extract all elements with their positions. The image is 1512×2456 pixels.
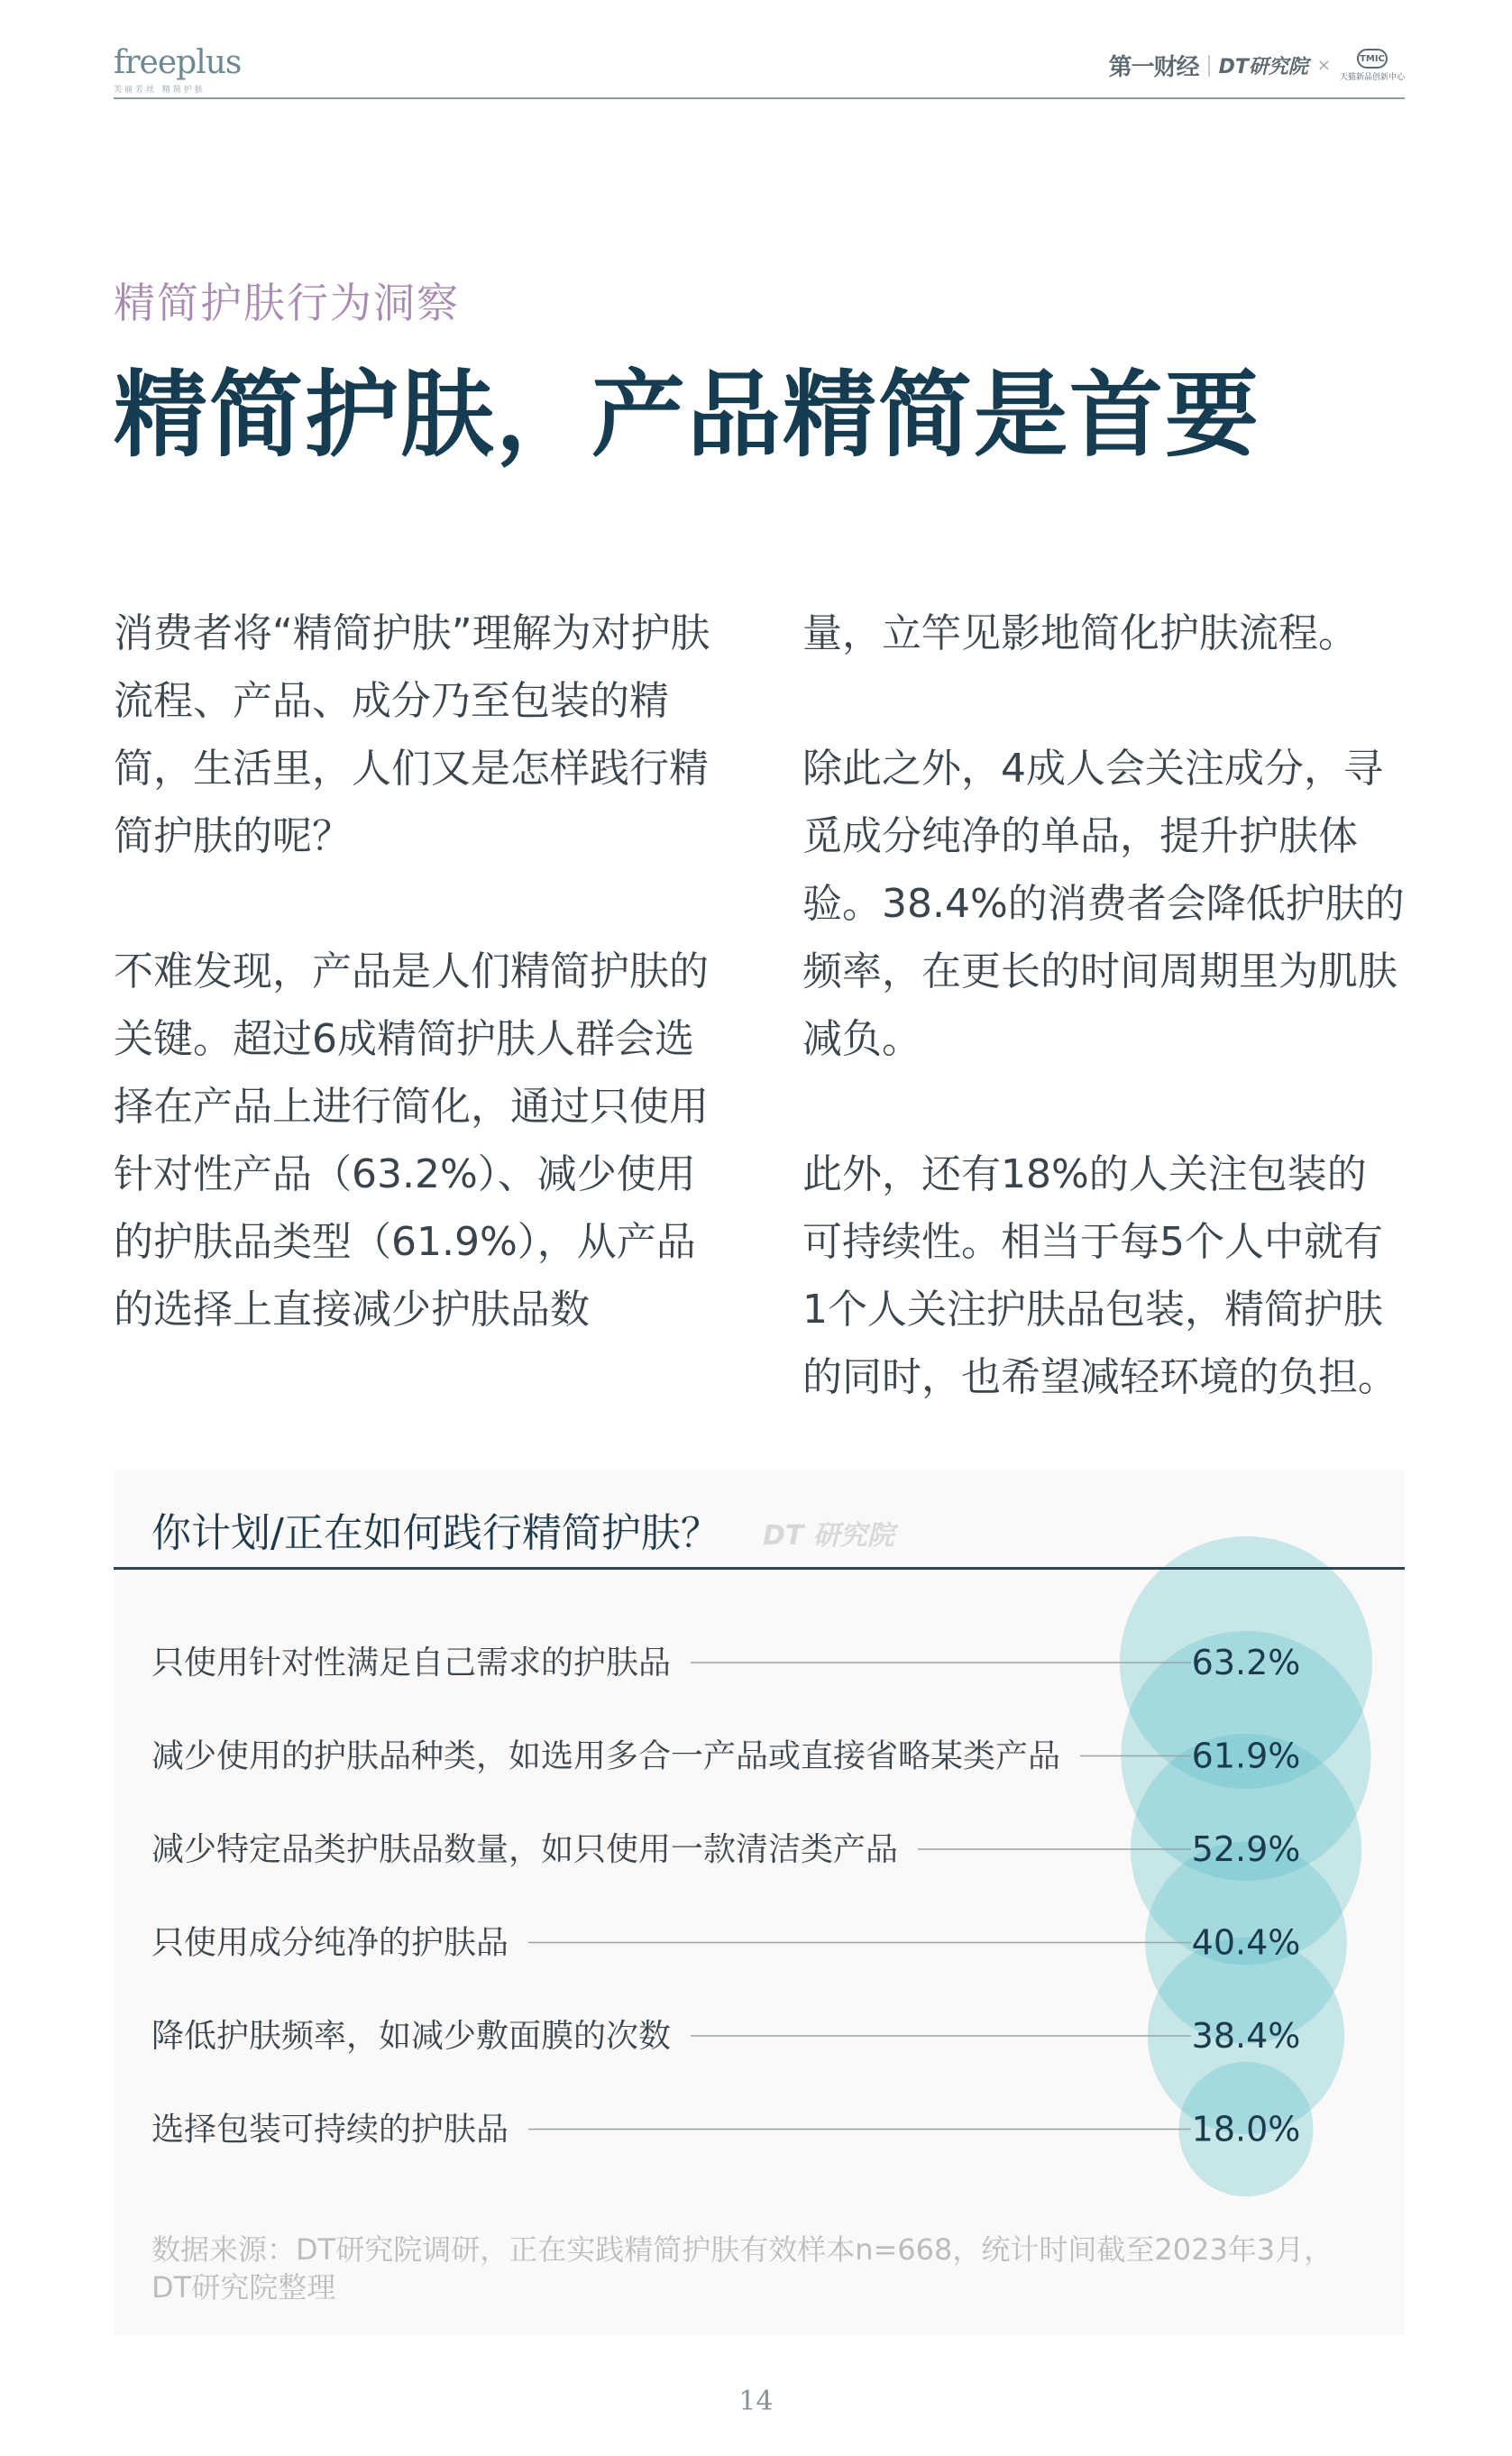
value-label: 38.4% (1191, 2016, 1301, 2056)
category-label: 减少特定品类护肤品数量，如只使用一款清洁类产品 (151, 1831, 899, 1868)
logo-divider (1208, 55, 1210, 77)
category-label: 只使用针对性满足自己需求的护肤品 (151, 1645, 672, 1682)
tmic-caption: 天猫新品创新中心 (1339, 73, 1405, 82)
value-label: 18.0% (1191, 2109, 1301, 2149)
body-paragraph: 消费者将“精简护肤”理解为对护肤流程、产品、成分乃至包装的精简，生活里，人们又是怎样践行精简护肤的呢？ (114, 610, 710, 859)
section-kicker: 精简护肤行为洞察 (114, 279, 460, 327)
chart-title: 你计划/正在如何践行精简护肤？ (151, 1510, 720, 1556)
category-label: 选择包装可持续的护肤品 (151, 2111, 509, 2149)
partner-logos (1109, 49, 1405, 82)
dt-watermark: DT 研究院 (763, 1520, 894, 1552)
category-label: 减少使用的护肤品种类，如选用多合一产品或直接省略某类产品 (151, 1737, 1061, 1775)
value-label: 40.4% (1191, 1922, 1301, 1963)
chart-card (114, 1470, 1405, 2335)
bubble-chart (114, 1470, 1405, 2335)
page-header (114, 36, 1405, 103)
body-right-column (802, 600, 1405, 1411)
value-label: 52.9% (1191, 1829, 1301, 1869)
value-label: 61.9% (1191, 1736, 1301, 1776)
body-left-column (114, 600, 716, 1343)
category-label: 降低护肤频率，如减少敷面膜的次数 (151, 2018, 672, 2055)
brand-wordmark: freeplus (114, 44, 242, 81)
body-paragraph: 除此之外，4成人会关注成分，寻觅成分纯净的单品，提升护肤体验。38.4%的消费者会降低护肤的频率，在更长的时间周期里为肌肤减负。 (802, 746, 1405, 1062)
body-paragraph: 量，立竿见影地简化护肤流程。 (802, 610, 1358, 656)
page-number: 14 (738, 2386, 774, 2417)
brand-subtitle: 芙丽芳丝 精简护肤 (114, 86, 206, 95)
page-title: 精简护肤，产品精简是首要 (114, 360, 1261, 470)
freeplus-logo (114, 45, 241, 95)
yicai-logo: 第一财经 (1108, 54, 1199, 81)
leader-lines (528, 1663, 1191, 2130)
category-label: 只使用成分纯净的护肤品 (151, 1924, 509, 1962)
body-paragraph: 不难发现，产品是人们精简护肤的关键。超过6成精简护肤人群会选择在产品上进行简化，通过只使用针对性产品（63.2%）、减少使用的护肤品类型（61.9%），从产品的选择上直接减少护肤品数 (114, 948, 709, 1333)
collab-cross: × (1316, 56, 1331, 75)
data-source-note: 数据来源：DT研究院调研，正在实践精简护肤有效样本n=668，统计时间截至2023年3月，DT研究院整理 (151, 2232, 1333, 2305)
dt-research-logo: DT研究院 (1218, 56, 1308, 78)
chart-title-rule (114, 1567, 1405, 1570)
value-label: 63.2% (1191, 1643, 1301, 1682)
body-paragraph: 此外，还有18%的人关注包装的可持续性。相当于每5个人中就有1个人关注护肤品包装，精简护肤的同时，也希望减轻环境的负担。 (802, 1151, 1397, 1400)
header-divider (114, 97, 1405, 99)
tmic-badge: TMIC (1357, 49, 1388, 69)
tmic-logo (1340, 49, 1405, 82)
